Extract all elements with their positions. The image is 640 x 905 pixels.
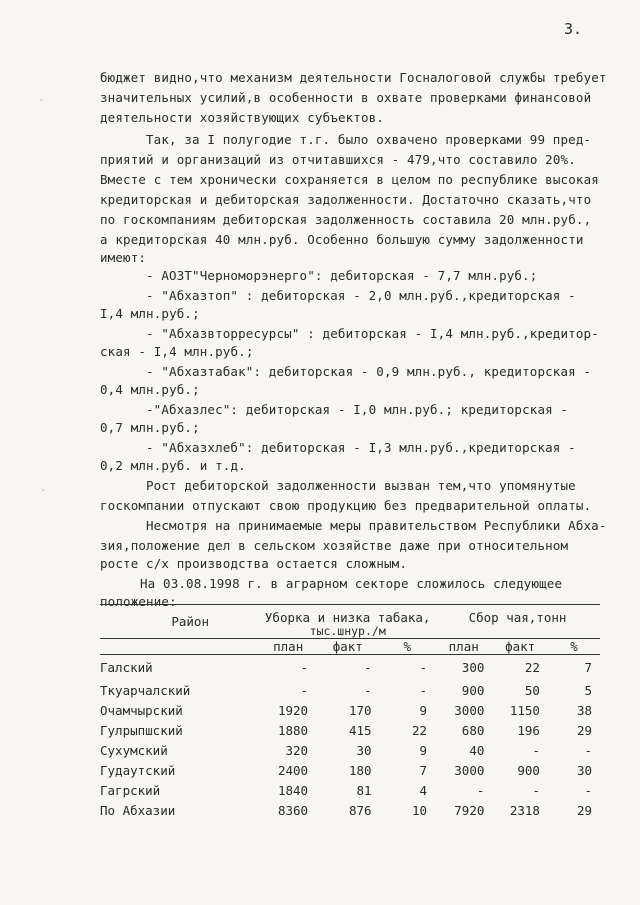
region-cell: Очамчырский: [100, 703, 183, 718]
value-cell: 81: [356, 783, 372, 798]
text-line: госкомпании отпускают свою продукцию без предварительной оплаты.: [100, 498, 592, 513]
value-cell: 30: [356, 743, 372, 758]
text-line: по госкомпаниям дебиторская задолженность составила 20 млн.руб.,: [100, 212, 592, 227]
region-cell: Гулрыпшский: [100, 723, 183, 738]
value-cell: 29: [576, 723, 592, 738]
header-plan: план: [273, 639, 304, 654]
value-cell: -: [300, 683, 309, 698]
text-line: Так, за I полугодие т.г. было охвачено проверками 99 пред-: [146, 132, 592, 147]
text-line: Рост дебиторской задолженности вызван тем,что упомянутые: [146, 478, 576, 493]
text-line: 0,7 млн.руб.;: [100, 420, 200, 435]
header-plan: план: [448, 639, 479, 654]
header-fact: факт: [505, 639, 536, 654]
region-cell: По Абхазии: [100, 803, 176, 818]
value-cell: 170: [348, 703, 372, 718]
value-cell: -: [532, 743, 540, 758]
value-cell: 900: [461, 683, 485, 698]
value-cell: -: [532, 783, 540, 798]
value-cell: 9: [419, 743, 428, 758]
text-line: - "Абхазтоп" : дебиторская - 2,0 млн.руб.,кредиторская -: [146, 288, 576, 303]
text-line: - АОЗТ"Черноморэнерго": дебиторская - 7,7 млн.руб.;: [146, 268, 538, 283]
value-cell: 2318: [509, 803, 540, 818]
text-line: 0,4 млн.руб.;: [100, 382, 200, 397]
value-cell: -: [419, 660, 428, 676]
text-line: Вместе с тем хронически сохраняется в целом по республике высокая: [100, 172, 599, 187]
table-row: [100, 701, 600, 721]
text-line: На 03.08.1998 г. в аграрном секторе сложилось следующее: [140, 576, 563, 591]
table-row: [100, 801, 600, 821]
harvest-table: [100, 604, 600, 821]
value-cell: 2400: [277, 763, 309, 778]
value-cell: -: [364, 683, 372, 698]
text-line: -"Абхазлес": дебиторская - I,0 млн.руб.; кредиторская -: [146, 402, 569, 417]
value-cell: 30: [576, 763, 592, 778]
table-row: [100, 681, 600, 701]
value-cell: 7: [419, 763, 428, 778]
text-line: - "Абхазвторресурсы" : дебиторская - I,4 млн.руб.,кредитор-: [146, 326, 599, 341]
table-row: [100, 781, 600, 801]
value-cell: 7: [584, 660, 592, 676]
value-cell: 22: [524, 660, 540, 676]
value-cell: 680: [461, 723, 485, 738]
value-cell: -: [584, 743, 592, 758]
value-cell: -: [419, 683, 428, 698]
table-row: [100, 741, 600, 761]
text-line: деятельности хозяйствующих субъектов.: [100, 110, 384, 125]
margin-mark: ·: [38, 94, 45, 107]
text-line: - "Абхазтабак": дебиторская - 0,9 млн.руб., кредиторская -: [146, 364, 592, 379]
text-line: ская - I,4 млн.руб.;: [100, 344, 254, 359]
header-tobacco-units: тыс.шнур./м: [309, 624, 386, 639]
value-cell: 38: [576, 703, 592, 718]
value-cell: 8360: [277, 803, 309, 818]
text-line: зия,положение дел в сельском хозяйстве даже при относительном: [100, 538, 569, 553]
value-cell: 40: [469, 743, 485, 758]
text-line: - "Абхазхлеб": дебиторская - I,3 млн.руб.,кредиторская -: [146, 440, 576, 455]
value-cell: 1840: [277, 783, 309, 798]
table-row: [100, 721, 600, 741]
page-number: 3.: [563, 20, 582, 38]
header-fact: факт: [332, 639, 363, 654]
margin-mark: ·: [40, 484, 47, 497]
value-cell: 7920: [454, 803, 485, 818]
value-cell: 180: [348, 763, 372, 778]
value-cell: -: [300, 660, 309, 676]
text-line: положение:: [100, 594, 177, 609]
value-cell: 1920: [277, 703, 309, 718]
header-pct: %: [570, 639, 578, 654]
table-row: [100, 761, 600, 781]
value-cell: 300: [461, 660, 485, 676]
value-cell: 876: [348, 803, 372, 818]
header-pct: %: [403, 639, 412, 654]
text-line: 0,2 млн.руб. и т.д.: [100, 458, 246, 473]
value-cell: 5: [584, 683, 592, 698]
value-cell: -: [476, 783, 485, 798]
value-cell: -: [364, 660, 372, 676]
text-line: имеют:: [100, 250, 147, 265]
header-region: Район: [100, 605, 260, 639]
text-line: кредиторская и дебиторская задолженности. Достаточно сказать,что: [100, 192, 592, 207]
value-cell: 4: [419, 783, 428, 798]
text-line: приятий и организаций из отчитавшихся - 479,что составило 20%.: [100, 152, 576, 167]
region-cell: Гагрский: [100, 783, 161, 798]
region-cell: Гудаутский: [100, 763, 176, 778]
value-cell: 50: [524, 683, 540, 698]
text-line: росте с/х производства остается сложным.: [100, 556, 408, 571]
value-cell: 415: [348, 723, 372, 738]
header-tea: Сбор чая,тонн: [468, 609, 567, 625]
table-row: [100, 655, 600, 681]
value-cell: 9: [419, 703, 428, 718]
text-line: бюджет видно,что механизм деятельности Госналоговой службы требует: [100, 70, 607, 85]
text-line: а кредиторская 40 млн.руб. Особенно большую сумму задолженности: [100, 232, 584, 247]
region-cell: Сухумский: [100, 743, 168, 758]
value-cell: 900: [517, 763, 540, 778]
value-cell: 29: [576, 803, 592, 818]
text-line: Несмотря на принимаемые меры правительством Республики Абха-: [146, 518, 607, 533]
value-cell: -: [584, 783, 592, 798]
value-cell: 320: [285, 743, 309, 758]
value-cell: 3000: [454, 763, 485, 778]
region-cell: Ткуарчалский: [100, 683, 191, 698]
value-cell: 1880: [277, 723, 309, 738]
value-cell: 1150: [509, 703, 540, 718]
text-line: I,4 млн.руб.;: [100, 306, 200, 321]
value-cell: 3000: [454, 703, 485, 718]
value-cell: 196: [517, 723, 540, 738]
header-tobacco: Уборка и низка табака,: [264, 609, 431, 625]
value-cell: 22: [411, 723, 428, 738]
value-cell: 10: [411, 803, 428, 818]
region-cell: Галский: [100, 660, 153, 676]
text-line: значительных усилий,в особенности в охвате проверками финансовой: [100, 90, 592, 105]
